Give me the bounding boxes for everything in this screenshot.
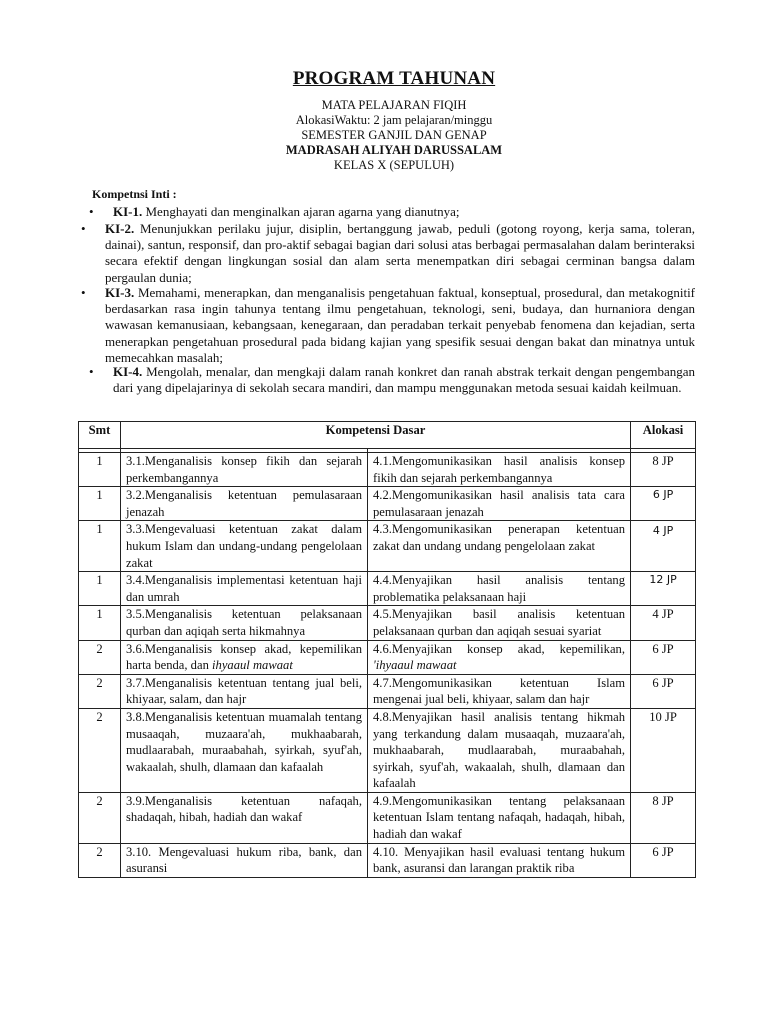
smt-cell: 1 xyxy=(79,606,121,640)
ki-text: Menunjukkan perilaku jujur, disiplin, bertanggung jawab, peduli (gotong royong, kerja sama, toleran, dainai), santun, responsif, dan pro-aktif sebagai bagian dari solusi atas berbagai permasalahan dalam berinteraksi secara efektif dengan lingkungan sosial dan alam serta menempatkan diri sebagai cerminan bangsa dalam pergaulan dunia; xyxy=(105,221,696,285)
smt-cell: 1 xyxy=(79,487,121,521)
kd4-cell: 4.2.Mengomunikasikan hasil analisis tata cara pemulasaraan jenazah xyxy=(368,487,631,521)
alokasi-cell: 10 JP xyxy=(631,708,696,792)
kd4-cell: 4.9.Mengomunikasikan tentang pelaksanaan ketentuan Islam tentang nafaqah, hadaqah, hibah, hadiah dan wakaf xyxy=(368,792,631,843)
ki-item-1 xyxy=(89,204,695,220)
kd3-cell xyxy=(121,640,368,674)
alokasi-cell: 6 JP xyxy=(631,843,696,877)
ki-heading: Kompetnsi Inti : xyxy=(92,187,177,201)
table-header-row xyxy=(79,422,696,449)
table-row xyxy=(79,606,696,640)
alokasi-cell: 8 JP xyxy=(631,453,696,487)
alokasi-cell: 6 JP xyxy=(631,674,696,708)
school-name: MADRASAH ALIYAH DARUSSALAM xyxy=(285,143,503,157)
ki-text: Memahami, menerapkan, dan menganalisis pengetahuan faktual, konseptual, prosedural, dan metakognitif berdasarkan rasa ingin tahunya tentang ilmu pengetahuan, teknologi, seni, budaya, dan hurnaniora dengan wawasan kemanusiaan, kebangsaan, kenegaraan, dan peradaban terkait penyebab fenomena dan kejadian, serta menerapkan pengetahuan prosedural pada bidang kajian yang spesifik sesuai dengan bakat dan minatnya untuk memecahkan masalah; xyxy=(105,285,696,365)
kd4-cell: 4.10. Menyajikan hasil evaluasi tentang hukum bank, asuransi dan larangan praktik riba xyxy=(368,843,631,877)
table-row xyxy=(79,572,696,606)
kd4-cell: 4.3.Mengomunikasikan penerapan ketentuan zakat dan undang undang pengelolaan zakat xyxy=(368,521,631,572)
alokasi-cell: 4 JP xyxy=(631,521,696,572)
kd4-text: 4.6.Menyajikan konsep akad, kepemilikan, xyxy=(373,641,626,656)
bullet-icon: • xyxy=(81,221,86,236)
kd4-cell: 4.8.Menyajikan hasil analisis tentang hikmah yang terkandung dalam musaaqah, muzaara'ah, mukhaabarah, mudlaarabah, muraabahah, syirkah, syuf'ah, wakaalah, shulh, dlamaan dan kafaalah xyxy=(368,708,631,792)
alokasi-cell: 4 JP xyxy=(631,606,696,640)
ki-text: Mengolah, menalar, dan mengkaji dalam ranah konkret dan ranah abstrak terkait dengan pengembangan dari yang dipelajarinya di sekolah secara mandiri, dan mampu menggunakan metoda sesuai kaidah keilmuan. xyxy=(113,364,695,396)
table-row xyxy=(79,674,696,708)
page-title: PROGRAM TAHUNAN xyxy=(292,68,496,89)
header-kompetensi-dasar: Kompetensi Dasar xyxy=(121,422,631,449)
time-allocation-line: AlokasiWaktu: 2 jam pelajaran/minggu xyxy=(295,113,493,127)
smt-cell: 2 xyxy=(79,708,121,792)
ki-item-3 xyxy=(81,285,696,366)
table-row xyxy=(79,521,696,572)
kd3-cell: 3.7.Menganalisis ketentuan tentang jual beli, khiyaar, salam, dan hajr xyxy=(121,674,368,708)
kd3-cell: 3.10. Mengevaluasi hukum riba, bank, dan asuransi xyxy=(121,843,368,877)
ki-label: KI-3. xyxy=(105,285,135,300)
kd4-cell: 4.1.Mengomunikasikan hasil analisis konsep fikih dan sejarah perkembangannya xyxy=(368,453,631,487)
table-row xyxy=(79,640,696,674)
smt-cell: 1 xyxy=(79,453,121,487)
table-row xyxy=(79,487,696,521)
ki-item-2 xyxy=(81,221,696,286)
subject-line: MATA PELAJARAN FIQIH xyxy=(321,98,467,112)
alokasi-cell: 12 JP xyxy=(631,572,696,606)
class-line: KELAS X (SEPULUH) xyxy=(333,158,455,172)
table-row xyxy=(79,453,696,487)
table-row xyxy=(79,843,696,877)
kd4-italic-text: 'ihyaaul mawaat xyxy=(373,658,457,673)
smt-cell: 1 xyxy=(79,572,121,606)
semester-line: SEMESTER GANJIL DAN GENAP xyxy=(301,128,487,142)
kd4-cell: 4.5.Menyajikan basil analisis ketentuan pelaksanaan qurban dan aqiqah sesuai syariat xyxy=(368,606,631,640)
alokasi-cell: 8 JP xyxy=(631,792,696,843)
kd4-cell: 4.4.Menyajikan hasil analisis tentang problematika pelaksanaan haji xyxy=(368,572,631,606)
smt-cell: 2 xyxy=(79,792,121,843)
bullet-icon: • xyxy=(81,285,86,300)
smt-cell: 2 xyxy=(79,843,121,877)
ki-label: KI-1. xyxy=(113,204,143,219)
smt-cell: 2 xyxy=(79,674,121,708)
kd4-cell xyxy=(368,640,631,674)
table-row xyxy=(79,708,696,792)
kd3-cell: 3.5.Menganalisis ketentuan pelaksanaan qurban dan aqiqah serta hikmahnya xyxy=(121,606,368,640)
bullet-icon: • xyxy=(89,204,94,219)
smt-cell: 1 xyxy=(79,521,121,572)
kd-table xyxy=(78,421,696,878)
alokasi-cell: 6 JP xyxy=(631,487,696,521)
kd3-cell: 3.1.Menganalisis konsep fikih dan sejarah perkembangannya xyxy=(121,453,368,487)
ki-label: KI-4. xyxy=(113,364,143,379)
table-row xyxy=(79,792,696,843)
kd3-cell: 3.2.Menganalisis ketentuan pemulasaraan jenazah xyxy=(121,487,368,521)
bullet-icon: • xyxy=(89,364,94,379)
alokasi-cell: 6 JP xyxy=(631,640,696,674)
header-smt: Smt xyxy=(79,422,121,449)
kd3-italic-text: ihyaaul mawaat xyxy=(212,658,293,673)
ki-text: Menghayati dan menginalkan ajaran agarna yang dianutnya; xyxy=(145,204,460,219)
kd3-cell: 3.3.Mengevaluasi ketentuan zakat dalam hukum Islam dan undang-undang pengelolaan zakat xyxy=(121,521,368,572)
kd3-text: 3.6.Menganalisis konsep akad, kepemilikan harta benda, dan xyxy=(126,641,362,673)
ki-item-4 xyxy=(89,364,695,396)
kd3-cell: 3.9.Menganalisis ketentuan nafaqah, shadaqah, hibah, hadiah dan wakaf xyxy=(121,792,368,843)
ki-label: KI-2. xyxy=(105,221,135,236)
kd3-cell: 3.8.Menganalisis ketentuan muamalah tentang musaaqah, muzaara'ah, mukhaabarah, mudlaarabah, muraabahah, syirkah, syuf'ah, wakaalah, shulh, dlamaan dan kafaalah xyxy=(121,708,368,792)
header-alokasi: Alokasi xyxy=(631,422,696,449)
smt-cell: 2 xyxy=(79,640,121,674)
kd3-cell: 3.4.Menganalisis implementasi ketentuan haji dan umrah xyxy=(121,572,368,606)
kd4-cell: 4.7.Mengomunikasikan ketentuan Islam mengenai jual beli, khiyaar, salam dan hajr xyxy=(368,674,631,708)
